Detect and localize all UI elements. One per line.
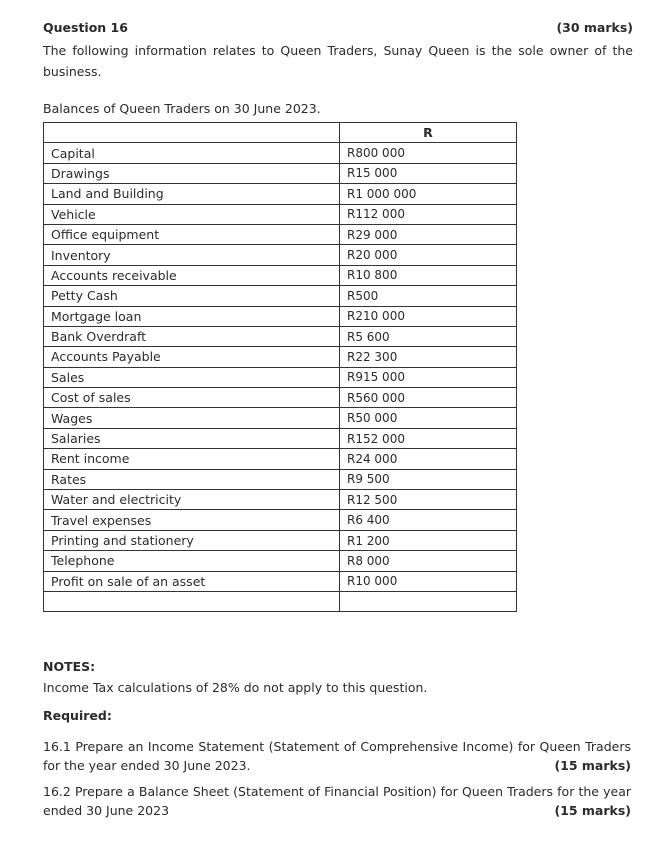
- amount-column-header: R: [340, 123, 517, 143]
- account-name-cell: Vehicle: [44, 204, 340, 224]
- account-name-cell: Wages: [44, 408, 340, 428]
- amount-cell: R500: [340, 286, 517, 306]
- table-row: [44, 265, 517, 285]
- account-name-cell: Rent income: [44, 449, 340, 469]
- table-row: [44, 326, 517, 346]
- amount-cell: R10 800: [340, 265, 517, 285]
- notes-text: Income Tax calculations of 28% do not apply to this question.: [43, 680, 428, 695]
- table-row: [44, 449, 517, 469]
- question-header: [43, 20, 633, 35]
- account-name-cell: Petty Cash: [44, 286, 340, 306]
- table-row: [44, 367, 517, 387]
- account-name-cell: Capital: [44, 143, 340, 163]
- amount-cell: R29 000: [340, 224, 517, 244]
- amount-cell: R22 300: [340, 347, 517, 367]
- balances-table: [43, 122, 517, 612]
- table-caption: Balances of Queen Traders on 30 June 2023.: [43, 101, 321, 116]
- notes-heading: NOTES:: [43, 659, 96, 674]
- table-row: [44, 571, 517, 591]
- account-name-cell: Accounts Payable: [44, 347, 340, 367]
- account-name-cell: Cost of sales: [44, 388, 340, 408]
- table-row: [44, 163, 517, 183]
- task-16-2: [43, 782, 631, 820]
- question-marks: (30 marks): [556, 20, 633, 35]
- account-name-cell: Inventory: [44, 245, 340, 265]
- table-row: [44, 306, 517, 326]
- amount-cell: R915 000: [340, 367, 517, 387]
- account-name-cell: Drawings: [44, 163, 340, 183]
- required-heading: Required:: [43, 708, 112, 723]
- account-name-cell: Sales: [44, 367, 340, 387]
- label-column-header: [44, 123, 340, 143]
- amount-cell: R112 000: [340, 204, 517, 224]
- table-row: [44, 530, 517, 550]
- account-name-cell: Water and electricity: [44, 490, 340, 510]
- balances-table-body: [44, 143, 517, 612]
- amount-cell: R12 500: [340, 490, 517, 510]
- account-name-cell: Mortgage loan: [44, 306, 340, 326]
- table-row: [44, 286, 517, 306]
- account-name-cell: Office equipment: [44, 224, 340, 244]
- table-row: [44, 184, 517, 204]
- amount-cell: R8 000: [340, 551, 517, 571]
- account-name-cell: Land and Building: [44, 184, 340, 204]
- table-row: [44, 388, 517, 408]
- account-name-cell: Telephone: [44, 551, 340, 571]
- blank-cell: [44, 591, 340, 611]
- table-row: [44, 408, 517, 428]
- account-name-cell: Printing and stationery: [44, 530, 340, 550]
- account-name-cell: Salaries: [44, 428, 340, 448]
- table-row: [44, 347, 517, 367]
- account-name-cell: Rates: [44, 469, 340, 489]
- amount-cell: R800 000: [340, 143, 517, 163]
- task-marks: (15 marks): [554, 758, 631, 773]
- amount-cell: R24 000: [340, 449, 517, 469]
- table-row: [44, 428, 517, 448]
- account-name-cell: Accounts receivable: [44, 265, 340, 285]
- task-text: 16.2 Prepare a Balance Sheet (Statement of Financial Position) for Queen Traders for the year ended 30 June 2023: [43, 784, 631, 818]
- task-text: 16.1 Prepare an Income Statement (Statement of Comprehensive Income) for Queen Traders for the year ended 30 June 2023.: [43, 739, 631, 773]
- amount-cell: R50 000: [340, 408, 517, 428]
- table-row: [44, 551, 517, 571]
- amount-cell: R560 000: [340, 388, 517, 408]
- table-row: [44, 224, 517, 244]
- account-name-cell: Bank Overdraft: [44, 326, 340, 346]
- amount-cell: R1 000 000: [340, 184, 517, 204]
- table-row: [44, 469, 517, 489]
- account-name-cell: Travel expenses: [44, 510, 340, 530]
- question-title: Question 16: [43, 20, 128, 35]
- amount-cell: R20 000: [340, 245, 517, 265]
- amount-cell: R152 000: [340, 428, 517, 448]
- table-row: [44, 204, 517, 224]
- amount-cell: R10 000: [340, 571, 517, 591]
- amount-cell: R6 400: [340, 510, 517, 530]
- table-row: [44, 143, 517, 163]
- blank-cell: [340, 591, 517, 611]
- task-marks: (15 marks): [554, 803, 631, 818]
- amount-cell: R210 000: [340, 306, 517, 326]
- table-row: [44, 245, 517, 265]
- amount-cell: R1 200: [340, 530, 517, 550]
- amount-cell: R5 600: [340, 326, 517, 346]
- intro-paragraph: The following information relates to Queen Traders, Sunay Queen is the sole owner of the business.: [43, 43, 633, 79]
- table-row: [44, 510, 517, 530]
- amount-cell: R15 000: [340, 163, 517, 183]
- blank-table-row: [44, 591, 517, 611]
- table-row: [44, 490, 517, 510]
- amount-cell: R9 500: [340, 469, 517, 489]
- table-header-row: [44, 123, 517, 143]
- task-16-1: [43, 737, 631, 775]
- account-name-cell: Profit on sale of an asset: [44, 571, 340, 591]
